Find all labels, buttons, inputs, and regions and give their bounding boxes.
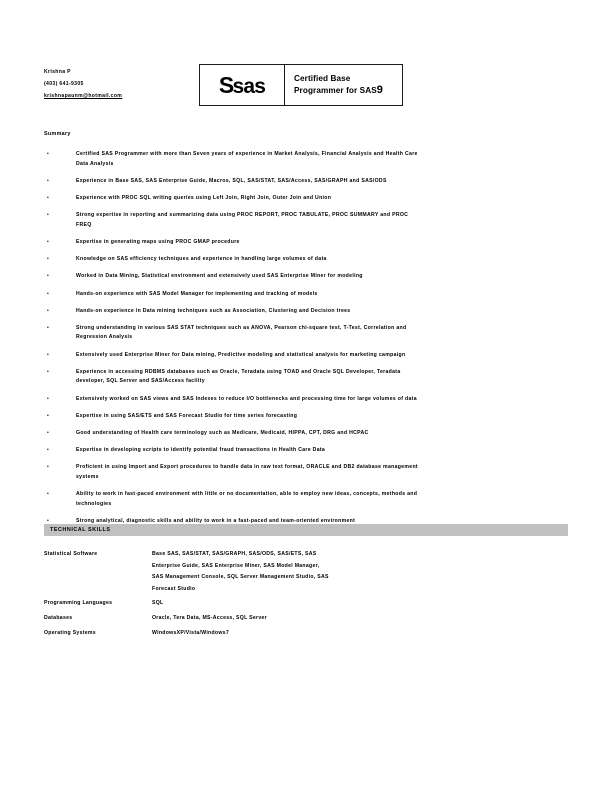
technical-skills-label: Operating Systems [44, 629, 96, 636]
technical-skills-value [152, 613, 444, 625]
sas-swirl-icon: S [218, 71, 234, 98]
technical-skills-value [152, 598, 444, 610]
summary-bullet-item [44, 150, 424, 169]
badge-line-2-text: Programmer for SAS [294, 85, 377, 95]
technical-skills-row [44, 628, 444, 640]
summary-bullet-item [44, 490, 424, 509]
contact-email: krishnapaunm@hotmail.com [44, 93, 123, 99]
summary-bullet-text: Worked in Data Mining, Statistical environment and extensively used SAS Enterprise Miner for modeling [76, 273, 363, 280]
summary-bullet-text: Extensively worked on SAS views and SAS Indexes to reduce I/O bottlenecks and processing time for large volumes of data [76, 395, 417, 402]
summary-bullet-text: Good understanding of Health care terminology such as Medicare, Medicaid, HIPPA, CPT, DRG and HCPAC [76, 430, 369, 436]
bullet-icon: • [47, 368, 49, 375]
summary-bullet-item [44, 238, 424, 248]
summary-bullet-text: Experience in Base SAS, SAS Enterprise Guide, Macros, SQL, SAS/STAT, SAS/Access, SAS/GRAPH and SAS/ODS [76, 177, 387, 184]
candidate-name: Krishna P [44, 69, 71, 75]
summary-bullet-item [44, 395, 424, 405]
summary-bullet-text: Knowledge on SAS efficiency techniques and experience in handling large volumes of data [76, 256, 327, 263]
technical-skills-row [44, 549, 444, 595]
badge-caption [285, 65, 402, 105]
summary-bullet-item [44, 412, 424, 422]
sas-logo-text: sas [232, 74, 266, 98]
technical-skills-label: Statistical Software [44, 551, 98, 557]
technical-skills-value-line: SAS Management Console, SQL Server Management Studio, SAS [152, 574, 329, 581]
summary-bullet-text: Strong expertise in reporting and summarizing data using PROC REPORT, PROC TABULATE, PROC SUMMARY and PROC FREQ [76, 212, 409, 228]
bullet-icon: • [47, 238, 49, 245]
bullet-icon: • [47, 412, 49, 419]
bullet-icon: • [47, 351, 49, 358]
technical-skills-value-line: WindowsXP/Vista/Windows7 [152, 629, 229, 636]
resume-header [44, 64, 568, 106]
bullet-icon: • [47, 290, 49, 297]
technical-skills-table [44, 549, 444, 642]
summary-heading: Summary [44, 131, 71, 137]
contact-phone: (403) 641-9305 [44, 81, 84, 87]
technical-skills-value-line: SQL [152, 600, 164, 607]
technical-skills-label: Databases [44, 614, 73, 621]
bullet-icon: • [47, 464, 49, 471]
bullet-icon: • [47, 517, 49, 524]
bullet-icon: • [47, 212, 49, 219]
badge-line-1: Certified Base [294, 74, 351, 83]
summary-bullet-text: Hands-on experience in Data mining techniques such as Association, Clustering and Decision trees [76, 307, 351, 314]
technical-skills-heading [44, 524, 568, 536]
summary-bullet-item [44, 368, 424, 387]
technical-skills-value-line: Forecast Studio [152, 585, 196, 592]
technical-skills-value-line: Base SAS, SAS/STAT, SAS/GRAPH, SAS/ODS, SAS/ETS, SAS [152, 551, 317, 557]
badge-version: 9 [376, 83, 384, 96]
badge-line-2 [294, 85, 402, 97]
technical-skills-label: Programming Languages [44, 600, 113, 607]
summary-bullet-text: Experience in accessing RDBMS databases such as Oracle, Teradata using TOAD and Oracle SQL Developer, Teradata developer, SQL Server and SAS/Access facility [76, 368, 401, 385]
summary-bullet-item [44, 290, 424, 300]
summary-bullet-text: Strong analytical, diagnostic skills and ability to work in a fast-paced and team-oriented environment [76, 517, 356, 524]
bullet-icon: • [47, 447, 49, 454]
summary-bullet-item [44, 194, 424, 204]
summary-bullet-item [44, 272, 424, 282]
summary-bullet-item [44, 211, 424, 230]
technical-skills-row [44, 613, 444, 625]
sas-certification-badge [199, 64, 403, 106]
summary-bullet-text: Proficient in using Import and Export procedures to handle data in raw text format, ORACLE and DB2 database management systems [76, 464, 418, 480]
summary-bullet-item [44, 307, 424, 317]
summary-bullet-item [44, 446, 424, 456]
summary-bullet-item [44, 429, 424, 439]
bullet-icon: • [47, 395, 49, 402]
technical-skills-value-line: Enterprise Guide, SAS Enterprise Miner, SAS Model Manager, [152, 562, 320, 569]
bullet-icon: • [47, 430, 49, 436]
bullet-icon: • [47, 256, 49, 263]
sas-logo [200, 65, 285, 105]
technical-skills-heading-label: TECHNICAL SKILLS [50, 527, 111, 533]
bullet-icon: • [47, 491, 49, 498]
sas-logo-lockup [218, 71, 266, 98]
contact-block [44, 64, 194, 102]
bullet-icon: • [47, 307, 49, 314]
technical-skills-value [152, 549, 444, 595]
bullet-icon: • [47, 194, 49, 201]
bullet-icon: • [47, 273, 49, 280]
summary-bullet-text: Expertise in generating maps using PROC GMAP procedure [76, 238, 240, 245]
summary-bullet-text: Expertise in developing scripts to identify potential fraud transactions in Health Care Data [76, 447, 326, 454]
summary-bullet-item [44, 351, 424, 361]
summary-bullet-text: Ability to work in fast-paced environment with little or no documentation, able to employ new ideas, concepts, methods and technologies [76, 491, 418, 507]
summary-bullet-text: Expertise in using SAS/ETS and SAS Forecast Studio for time series forecasting [76, 412, 298, 419]
bullet-icon: • [47, 151, 49, 157]
summary-bullet-item [44, 255, 424, 265]
technical-skills-value [152, 628, 444, 640]
technical-skills-value-line: Oracle, Tera Data, MS-Access, SQL Server [152, 614, 267, 621]
summary-bullet-item [44, 463, 424, 482]
summary-bullet-list [44, 150, 424, 534]
summary-bullet-text: Extensively used Enterprise Miner for Data mining, Predictive modeling and statistical analysis for marketing campaign [76, 351, 406, 358]
technical-skills-row [44, 598, 444, 610]
summary-bullet-item [44, 324, 424, 343]
summary-bullet-text: Strong understanding in various SAS STAT techniques such as ANOVA, Pearson chi-square test, T-Test, Correlation and Regression Analysis [76, 324, 407, 341]
bullet-icon: • [47, 177, 49, 184]
summary-bullet-item [44, 177, 424, 187]
summary-bullet-text: Experience with PROC SQL writing queries using Left Join, Right Join, Outer Join and Union [76, 194, 332, 201]
summary-bullet-text: Hands-on experience with SAS Model Manager for implementing and tracking of models [76, 290, 318, 297]
bullet-icon: • [47, 324, 49, 331]
summary-bullet-text: Certified SAS Programmer with more than Seven years of experience in Market Analysis, Financial Analysis and Health Care Data Analysis [76, 151, 418, 167]
